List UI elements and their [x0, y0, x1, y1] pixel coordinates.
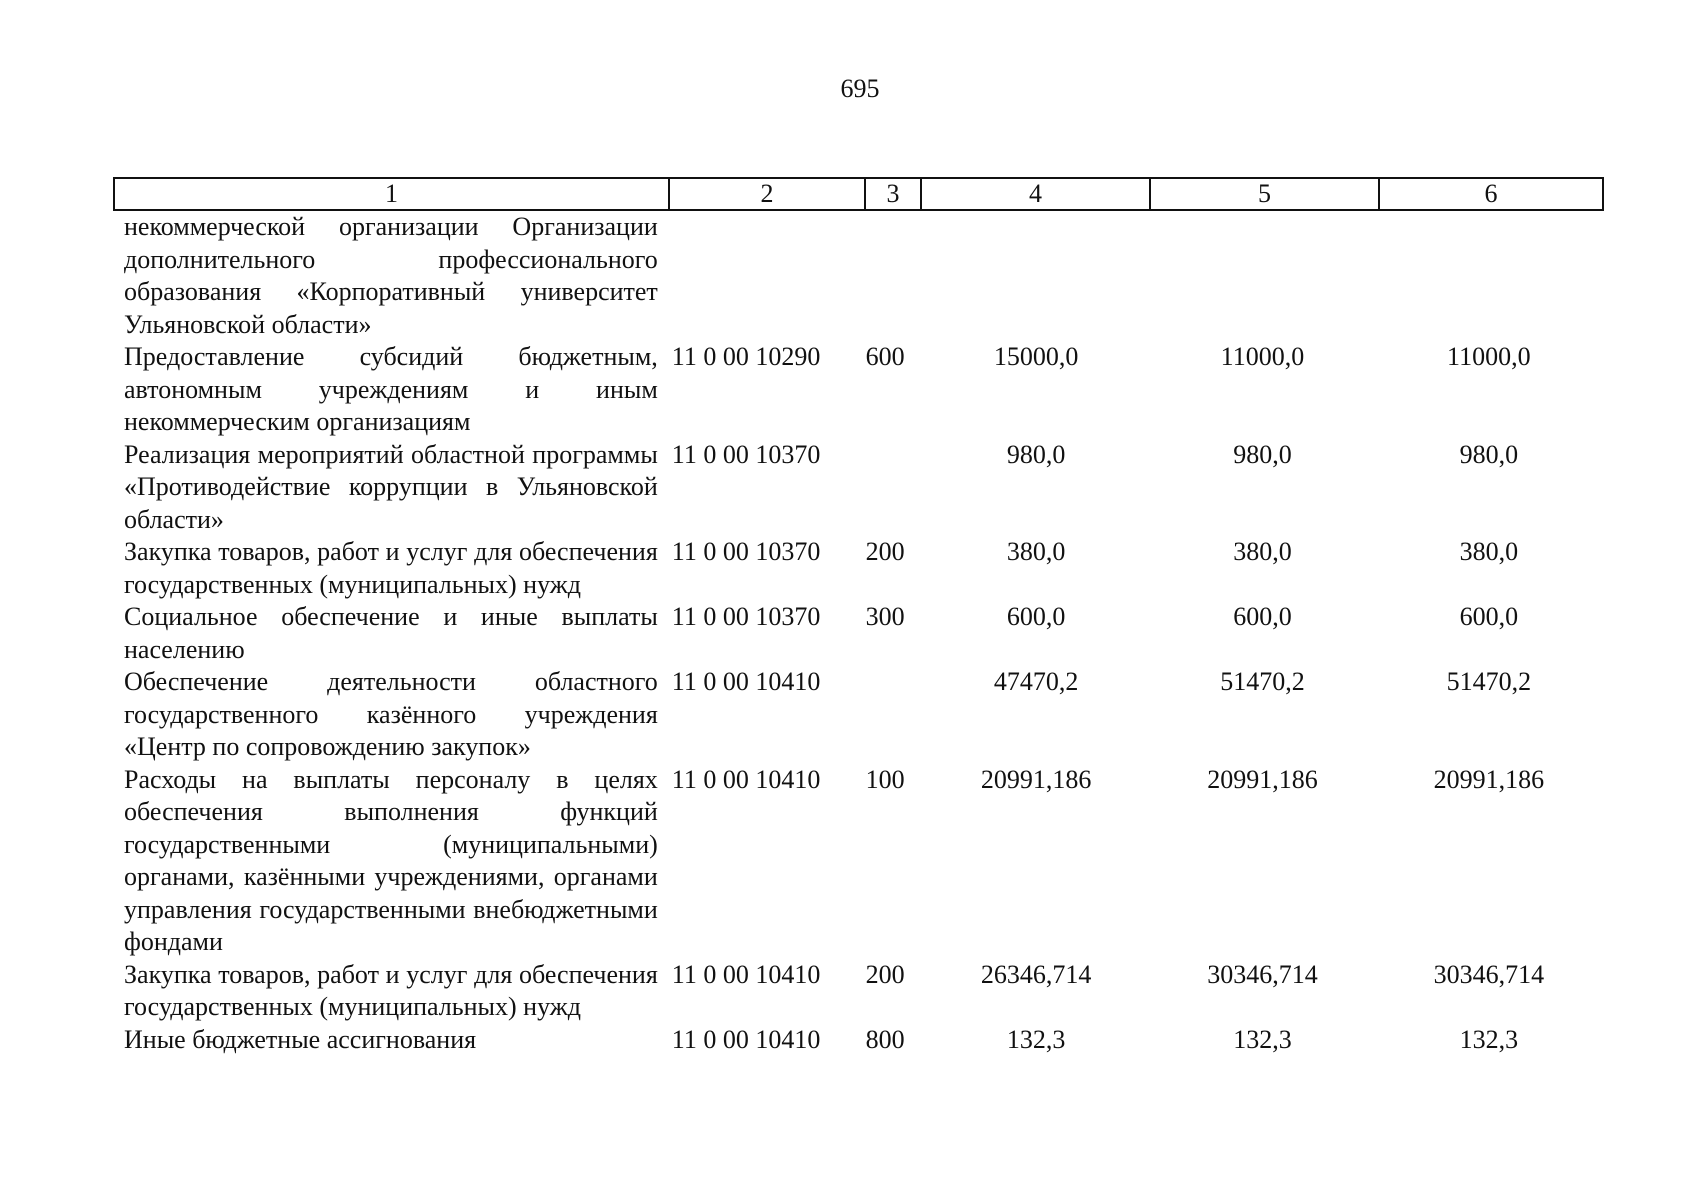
row-target-code: 11 0 00 10410 [671, 667, 821, 696]
row-value-col6: 11000,0 [1447, 342, 1531, 371]
row-target-code: 11 0 00 10410 [671, 764, 821, 794]
row-value-col5: 30346,714 [1207, 959, 1318, 989]
table-row [113, 439, 1602, 537]
row-description: Расходы на выплаты персоналу в целях обеспечения выполнения функций государственными (муниципальными) органами, казёнными учреждениями, органами управления государственными внебюджетными фондами [124, 764, 658, 956]
row-description: Предоставление субсидий бюджетным, автономным учреждениям и иным некоммерческим организациям [124, 342, 658, 436]
table-row [113, 666, 1602, 764]
row-value-col4: 132,3 [1006, 1024, 1066, 1054]
row-expense-type: 300 [865, 602, 905, 631]
row-value-col5: 20991,186 [1207, 764, 1318, 794]
row-value-col6: 30346,714 [1433, 959, 1545, 989]
row-value-col6: 51470,2 [1446, 667, 1532, 696]
row-value-col5: 380,0 [1233, 537, 1292, 566]
row-description: Закупка товаров, работ и услуг для обеспечения государственных (муниципальных) нужд [124, 537, 658, 599]
row-value-col6: 20991,186 [1433, 764, 1545, 794]
row-target-code: 11 0 00 10370 [671, 602, 821, 631]
table-row [113, 959, 1602, 1024]
page-number: 695 [840, 74, 880, 103]
row-expense-type: 600 [865, 342, 905, 371]
row-description: Закупка товаров, работ и услуг для обеспечения государственных (муниципальных) нужд [124, 959, 658, 1021]
row-description: Иные бюджетные ассигнования [124, 1024, 477, 1054]
row-value-col6: 980,0 [1459, 439, 1519, 469]
column-header-row [113, 177, 1604, 211]
column-header-5: 5 [1150, 178, 1379, 210]
row-value-col6: 132,3 [1459, 1024, 1519, 1054]
row-value-col5: 600,0 [1233, 602, 1292, 631]
table-row [113, 764, 1602, 959]
row-value-col5: 980,0 [1233, 439, 1292, 469]
row-value-col6: 600,0 [1459, 602, 1519, 631]
table-row [113, 601, 1602, 666]
row-value-col5: 132,3 [1233, 1024, 1292, 1054]
row-value-col4: 26346,714 [980, 959, 1092, 989]
row-target-code: 11 0 00 10410 [671, 959, 821, 989]
row-value-col4: 380,0 [1006, 537, 1066, 566]
column-header-1: 1 [114, 178, 669, 210]
row-value-col4: 980,0 [1006, 439, 1066, 469]
row-target-code: 11 0 00 10370 [671, 439, 821, 469]
row-target-code: 11 0 00 10290 [671, 342, 821, 371]
row-value-col5: 11000,0 [1220, 342, 1305, 371]
row-value-col5: 51470,2 [1220, 667, 1305, 696]
row-expense-type: 800 [865, 1024, 905, 1054]
row-value-col4: 600,0 [1006, 602, 1066, 631]
table-row [113, 211, 1602, 341]
table-row [113, 341, 1602, 439]
table-row [113, 536, 1602, 601]
row-value-col4: 15000,0 [993, 342, 1079, 371]
column-header-4: 4 [921, 178, 1150, 210]
row-expense-type: 200 [865, 959, 905, 989]
row-description: некоммерческой организации Организации дополнительного профессионального образования «Корпоративный университет Ульяновской области» [124, 212, 658, 339]
row-value-col4: 20991,186 [980, 764, 1092, 794]
row-expense-type: 200 [865, 537, 905, 566]
row-description: Социальное обеспечение и иные выплаты населению [124, 602, 658, 664]
row-description: Обеспечение деятельности областного государственного казённого учреждения «Центр по сопровождению закупок» [124, 667, 658, 761]
table-row [113, 1024, 1602, 1057]
column-header-2: 2 [669, 178, 865, 210]
row-value-col6: 380,0 [1459, 537, 1519, 566]
row-description: Реализация мероприятий областной программы «Противодействие коррупции в Ульяновской области» [124, 439, 658, 534]
row-value-col4: 47470,2 [993, 667, 1079, 696]
column-header-6: 6 [1379, 178, 1603, 210]
column-header-3: 3 [865, 178, 921, 210]
budget-table-body [113, 211, 1602, 1056]
row-target-code: 11 0 00 10410 [671, 1024, 821, 1054]
row-expense-type: 100 [865, 764, 905, 794]
row-target-code: 11 0 00 10370 [671, 537, 821, 566]
